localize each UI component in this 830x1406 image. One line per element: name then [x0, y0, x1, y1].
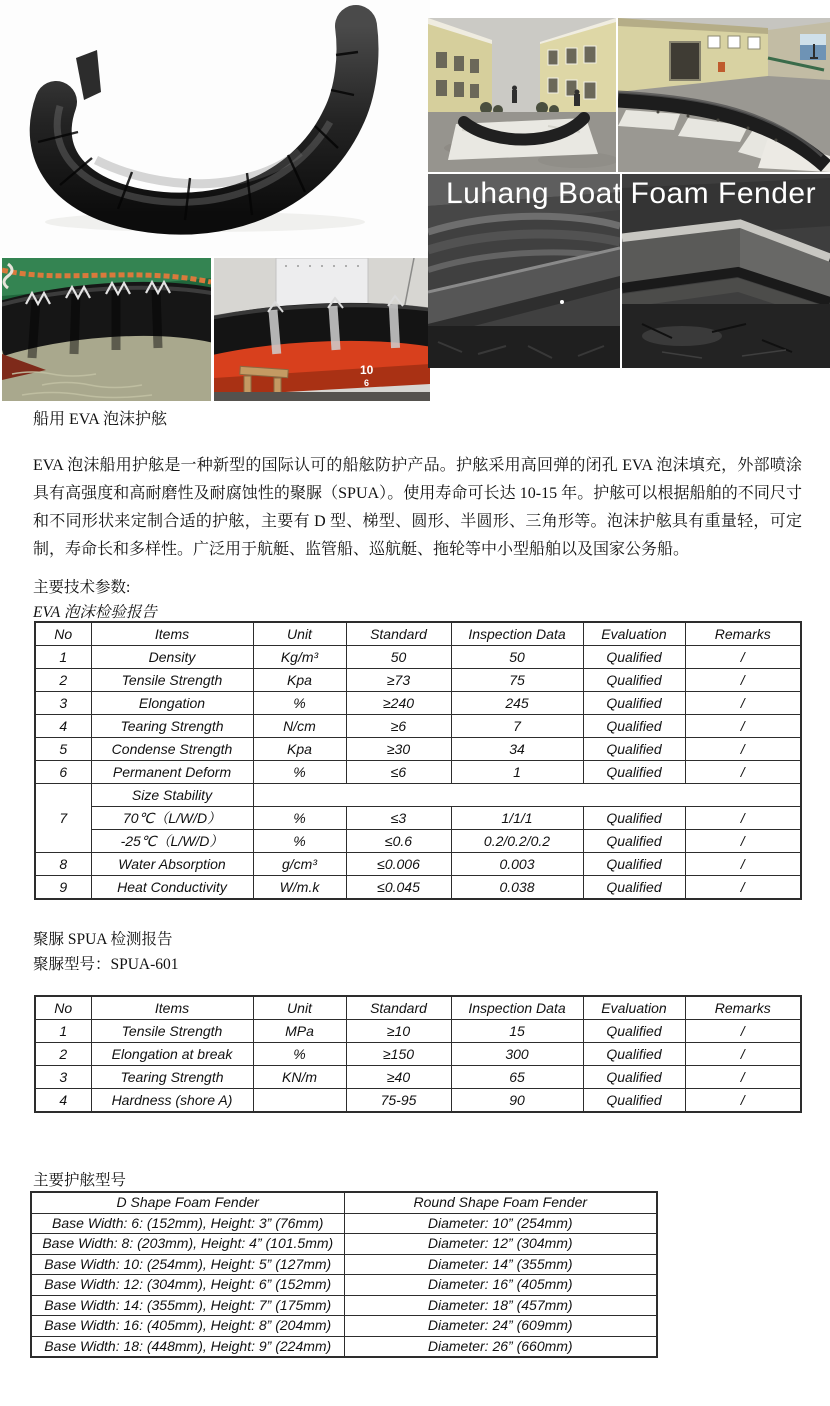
table-cell: %	[253, 1043, 346, 1066]
table-cell: 90	[451, 1089, 583, 1113]
table-header-cell: Evaluation	[583, 622, 685, 646]
table-cell: 300	[451, 1043, 583, 1066]
table-cell: Qualified	[583, 692, 685, 715]
table-cell: 8	[35, 853, 91, 876]
table-cell: /	[685, 876, 801, 900]
table-cell: Qualified	[583, 669, 685, 692]
table-row	[31, 1192, 657, 1213]
table-cell: Qualified	[583, 853, 685, 876]
table-cell: ≤3	[346, 807, 451, 830]
table-cell: ≤0.6	[346, 830, 451, 853]
spua-table-header	[35, 996, 801, 1020]
table-header-cell: Round Shape Foam Fender	[344, 1192, 657, 1213]
hero-overlay-title: Luhang Boat Foam Fender	[446, 177, 817, 210]
fender-models-heading: 主要护舷型号	[33, 1172, 127, 1189]
factory-yard-illustration-1	[428, 18, 616, 172]
table-row	[31, 1295, 657, 1316]
fender-models-table	[30, 1191, 658, 1358]
table-row	[35, 1066, 801, 1089]
table-cell: Qualified	[583, 1020, 685, 1043]
table-cell: Qualified	[583, 646, 685, 669]
table-cell: ≤6	[346, 761, 451, 784]
table-cell: 4	[35, 715, 91, 738]
table-cell: ≥30	[346, 738, 451, 761]
table-cell: Diameter: 24” (609mm)	[344, 1316, 657, 1337]
table-cell: 3	[35, 692, 91, 715]
table-cell: 15	[451, 1020, 583, 1043]
table-header-cell: Items	[91, 996, 253, 1020]
table-header-cell: Remarks	[685, 996, 801, 1020]
table-cell: Qualified	[583, 761, 685, 784]
table-cell: 50	[451, 646, 583, 669]
table-cell: Kpa	[253, 738, 346, 761]
product-description: EVA 泡沫船用护舷是一种新型的国际认可的船舷防护产品。护舷采用高回弹的闭孔 EVA 泡沫填充，外部喷涂具有高强度和高耐磨性及耐腐蚀性的聚脲（SPUA）。使用寿命可长达 10-15 年。护舷可以根据船舶的不同尺寸和不同形状来定制合适的护舷，主要有 D 型、梯型、圆形、半圆形、三角形等。泡沫护舷具有重量轻，可定制，寿命长和多样性。广泛用于航艇、监管船、巡航艇、拖轮等中小型船舶以及国家公务船。	[33, 457, 802, 558]
table-row	[35, 853, 801, 876]
table-cell: 70℃（L/W/D）	[91, 807, 253, 830]
table-header-cell: Standard	[346, 622, 451, 646]
table-cell: Diameter: 26” (660mm)	[344, 1336, 657, 1357]
table-row	[35, 761, 801, 784]
green-boat-fender-photo	[2, 258, 211, 401]
table-cell: /	[685, 853, 801, 876]
table-cell: Diameter: 12” (304mm)	[344, 1234, 657, 1255]
table-header-cell: Inspection Data	[451, 996, 583, 1020]
table-cell: /	[685, 807, 801, 830]
table-row	[31, 1275, 657, 1296]
table-cell: Condense Strength	[91, 738, 253, 761]
table-cell: 1	[451, 761, 583, 784]
table-cell: %	[253, 761, 346, 784]
table-cell	[253, 784, 801, 807]
table-row	[35, 669, 801, 692]
table-cell: ≥73	[346, 669, 451, 692]
table-cell: ≥40	[346, 1066, 451, 1089]
table-cell: Size Stability	[91, 784, 253, 807]
table-row	[35, 646, 801, 669]
table-cell: 2	[35, 1043, 91, 1066]
table-cell: MPa	[253, 1020, 346, 1043]
table-cell: %	[253, 807, 346, 830]
table-cell: Qualified	[583, 1066, 685, 1089]
models-table-header	[31, 1192, 657, 1213]
eva-inspection-table	[34, 621, 802, 900]
table-cell: Diameter: 14” (355mm)	[344, 1254, 657, 1275]
table-cell: ≤0.006	[346, 853, 451, 876]
table-cell: Diameter: 16” (405mm)	[344, 1275, 657, 1296]
table-cell: Permanent Deform	[91, 761, 253, 784]
hull-marking-6: 6	[364, 378, 370, 388]
table-cell: 6	[35, 761, 91, 784]
table-cell: /	[685, 692, 801, 715]
table-cell: Hardness (shore A)	[91, 1089, 253, 1113]
table-cell: /	[685, 1066, 801, 1089]
table-cell: 3	[35, 1066, 91, 1089]
models-table-body	[31, 1213, 657, 1357]
table-cell: KN/m	[253, 1066, 346, 1089]
table-header-cell: Unit	[253, 622, 346, 646]
table-cell: Base Width: 16: (405mm), Height: 8” (204mm)	[31, 1316, 344, 1337]
table-header-cell: Evaluation	[583, 996, 685, 1020]
table-header-cell: Remarks	[685, 622, 801, 646]
table-cell: Qualified	[583, 830, 685, 853]
factory-yard-fender-photo-left	[428, 18, 616, 172]
eva-table-body	[35, 646, 801, 900]
table-cell: 7	[35, 784, 91, 853]
table-row	[35, 622, 801, 646]
red-boat-illustration	[214, 258, 430, 401]
green-boat-illustration	[2, 258, 211, 401]
table-cell: 75-95	[346, 1089, 451, 1113]
curved-foam-fender-product-photo	[0, 0, 430, 256]
spua-report-heading: 聚脲 SPUA 检测报告	[33, 931, 173, 948]
table-cell: Water Absorption	[91, 853, 253, 876]
table-header-cell: Unit	[253, 996, 346, 1020]
table-cell: /	[685, 669, 801, 692]
table-cell: Elongation	[91, 692, 253, 715]
table-cell: Diameter: 10” (254mm)	[344, 1213, 657, 1234]
tech-params-heading: 主要技术参数:	[33, 579, 131, 596]
table-cell: Base Width: 8: (203mm), Height: 4” (101.5mm)	[31, 1234, 344, 1255]
table-cell: ≥10	[346, 1020, 451, 1043]
table-cell: 0.038	[451, 876, 583, 900]
table-cell: 9	[35, 876, 91, 900]
table-row	[31, 1213, 657, 1234]
table-cell: 50	[346, 646, 451, 669]
table-cell: ≥6	[346, 715, 451, 738]
table-cell: %	[253, 830, 346, 853]
table-row	[35, 1020, 801, 1043]
table-cell: Elongation at break	[91, 1043, 253, 1066]
spua-table-body	[35, 1020, 801, 1113]
eva-table-header	[35, 622, 801, 646]
eva-report-subheading: EVA 泡沫检验报告	[33, 604, 157, 621]
table-cell: ≥150	[346, 1043, 451, 1066]
table-cell: Qualified	[583, 715, 685, 738]
table-cell: 1/1/1	[451, 807, 583, 830]
table-cell: Tearing Strength	[91, 1066, 253, 1089]
table-row	[35, 1043, 801, 1066]
table-header-cell: No	[35, 622, 91, 646]
table-cell: 1	[35, 646, 91, 669]
table-row	[31, 1336, 657, 1357]
table-cell: /	[685, 830, 801, 853]
table-row	[35, 830, 801, 853]
red-boat-fender-photo	[214, 258, 430, 401]
table-cell: 2	[35, 669, 91, 692]
curved-fender-illustration	[0, 0, 430, 256]
table-row	[35, 876, 801, 900]
table-header-cell: D Shape Foam Fender	[31, 1192, 344, 1213]
page-title: 船用 EVA 泡沫护舷	[33, 411, 167, 428]
spua-model-line: 聚脲型号：SPUA-601	[33, 956, 179, 973]
table-row	[35, 715, 801, 738]
table-cell: Base Width: 10: (254mm), Height: 5” (127mm)	[31, 1254, 344, 1275]
table-cell: ≤0.045	[346, 876, 451, 900]
table-row	[35, 738, 801, 761]
table-row	[31, 1254, 657, 1275]
table-cell: 0.2/0.2/0.2	[451, 830, 583, 853]
table-cell: /	[685, 761, 801, 784]
table-cell: Kpa	[253, 669, 346, 692]
table-cell: /	[685, 738, 801, 761]
spua-test-table	[34, 995, 802, 1113]
table-row	[31, 1234, 657, 1255]
table-cell: g/cm³	[253, 853, 346, 876]
table-cell: Tearing Strength	[91, 715, 253, 738]
table-cell: /	[685, 715, 801, 738]
table-cell: 65	[451, 1066, 583, 1089]
table-cell: Base Width: 14: (355mm), Height: 7” (175mm)	[31, 1295, 344, 1316]
table-cell: Kg/m³	[253, 646, 346, 669]
table-row	[35, 996, 801, 1020]
table-cell: N/cm	[253, 715, 346, 738]
table-cell: /	[685, 1020, 801, 1043]
table-cell: 5	[35, 738, 91, 761]
table-cell: 245	[451, 692, 583, 715]
hull-marking-10: 10	[360, 363, 374, 377]
table-cell: 75	[451, 669, 583, 692]
table-header-cell: Items	[91, 622, 253, 646]
factory-yard-illustration-2	[618, 18, 830, 172]
table-row	[35, 807, 801, 830]
table-row	[35, 692, 801, 715]
table-header-cell: Inspection Data	[451, 622, 583, 646]
table-cell: Tensile Strength	[91, 1020, 253, 1043]
table-cell: Qualified	[583, 1043, 685, 1066]
table-cell: 7	[451, 715, 583, 738]
table-cell: Heat Conductivity	[91, 876, 253, 900]
table-cell: Qualified	[583, 738, 685, 761]
table-header-cell: Standard	[346, 996, 451, 1020]
table-cell: Base Width: 12: (304mm), Height: 6” (152mm)	[31, 1275, 344, 1296]
table-cell: ≥240	[346, 692, 451, 715]
table-cell: Qualified	[583, 876, 685, 900]
table-row	[35, 1089, 801, 1113]
table-cell: 0.003	[451, 853, 583, 876]
table-cell: Qualified	[583, 1089, 685, 1113]
table-row	[31, 1316, 657, 1337]
table-cell: 34	[451, 738, 583, 761]
table-cell: Qualified	[583, 807, 685, 830]
table-cell: -25℃（L/W/D）	[91, 830, 253, 853]
table-cell: /	[685, 1089, 801, 1113]
table-cell: %	[253, 692, 346, 715]
table-cell: Base Width: 6: (152mm), Height: 3” (76mm)	[31, 1213, 344, 1234]
table-cell: Tensile Strength	[91, 669, 253, 692]
table-cell	[253, 1089, 346, 1113]
table-cell: Diameter: 18” (457mm)	[344, 1295, 657, 1316]
table-cell: /	[685, 646, 801, 669]
factory-yard-fender-photo-right	[618, 18, 830, 172]
table-cell: W/m.k	[253, 876, 346, 900]
table-cell: Density	[91, 646, 253, 669]
table-cell: 1	[35, 1020, 91, 1043]
table-header-cell: No	[35, 996, 91, 1020]
table-cell: /	[685, 1043, 801, 1066]
table-cell: 4	[35, 1089, 91, 1113]
table-row	[35, 784, 801, 807]
table-cell: Base Width: 18: (448mm), Height: 9” (224mm)	[31, 1336, 344, 1357]
